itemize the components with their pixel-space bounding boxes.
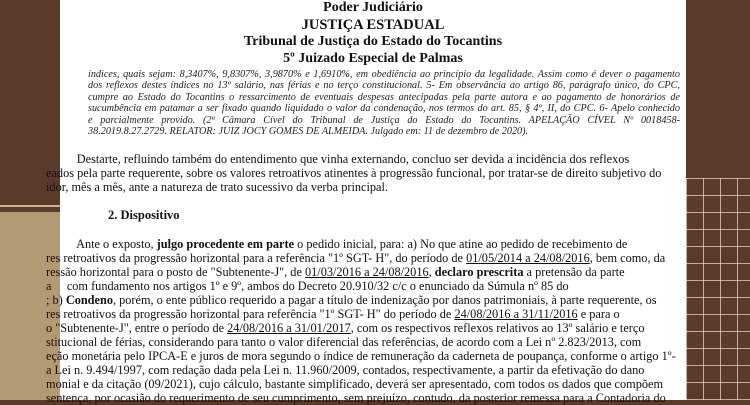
ruling-emphasis: declaro prescrita: [434, 265, 524, 279]
paragraph-line: sentença, por ocasião do requerimento de seu cumprimento, sem prejuízo, contudo, da posterior remessa para a Contadoria do: [46, 391, 666, 405]
court-header: [60, 0, 686, 67]
header-line-state-justice: JUSTIÇA ESTADUAL: [301, 17, 445, 33]
paragraph-line: stitucional de férias, considerando para tanto o valor diferencial das referências, de acordo com a Lei nº 2.823/2013, com: [46, 335, 642, 349]
date-range: 24/08/2016 a 31/11/2016: [454, 307, 578, 321]
background-grid-pattern: [686, 178, 750, 400]
quote-line: dos reflexos destes índices no 13º salário, nas férias e no terço constitucional. 5- Em observância ao artigo 86, parágrafo único, do CPC,: [88, 80, 680, 92]
quote-line: cumpre ao Estado do Tocantins o ressarcimento de eventuais despesas antecipadas pela parte autora e ao pagamento de honorários de: [88, 91, 680, 103]
header-line-judiciary: Poder Judiciário: [323, 0, 423, 15]
paragraph-line: res retroativos da progressão horizontal para a referência "1º SGT- H", do período de 01/05/2014 a 24/08/2016, bem como, da: [46, 251, 666, 265]
header-line-tribunal: Tribunal de Justiça do Estado do Tocantins: [243, 34, 503, 49]
quote-line: 38.2019.8.27.2729. RELATOR: JUIZ JOCY GOMES DE ALMEIDA. Julgado em: 11 de dezembro de 2020).: [88, 126, 529, 138]
dispositivo-paragraph: [46, 237, 686, 405]
paragraph-line: a com fundamento nos artigos 1º e 9º, ambos do Decreto 20.910/32 c/c o enunciado da Súmula nº 85 do: [46, 279, 569, 293]
date-range: 01/03/2016 a 24/08/2016: [304, 265, 429, 279]
paragraph-line: o "Subtenente-J", entre o período de 24/08/2016 a 31/01/2017, com os respectivos reflexos relativos ao 13º salário e terço: [46, 321, 645, 335]
date-range: 01/05/2014 a 24/08/2016: [466, 251, 590, 265]
paragraph-line: eção monetária pelo IPCA-E e juros de mora segundo o índice de remuneração da caderneta de poupança, conforme o artigo 1º-: [46, 349, 676, 363]
quote-line: e parcialmente provido. (2ª Câmara Cível do Tribunal de Justiça do Estado do Tocantins. APELAÇÃO CÍVEL Nº 0018458-: [88, 114, 680, 126]
paragraph-line: Ante o exposto, julgo procedente em parte o pedido inicial, para: a) No que atine ao pedido de recebimento de: [46, 237, 628, 251]
background-accent-line: [0, 205, 60, 207]
jurisprudence-quote: [88, 69, 680, 137]
header-line-court: 5º Juizado Especial de Palmas: [283, 51, 463, 66]
paragraph-line: a Lei n. 9.494/1997, com redação dada pela Lei n. 11.960/2009, contados, respectivamente, a partir da efetivação do dano: [46, 363, 645, 377]
quote-line: sucumbência em patamar a ser fixado quando liquidado o valor da condenação, nos termos do art. 85, § 4º, II, do CPC. 6- Apelo conhecido: [88, 103, 680, 115]
reasoning-paragraph: [46, 152, 686, 194]
paragraph-line: monial e da citação (09/2021), cujo cálculo, bastante simplificado, deverá ser apresentado, com todos os dados que compõem: [46, 377, 664, 391]
date-range: 24/08/2016 a 31/01/2017: [227, 321, 351, 335]
quote-line: índices, quais sejam: 8,3407%, 9,8307%, 3,9870% e 1,6910%, em obediência ao princípio da legalidade. Assim como é dever o pagamento: [88, 69, 680, 80]
section-heading: 2. Dispositivo: [108, 208, 180, 222]
paragraph-line: ressão horizontal para o posto de "Subtenente-J", de 01/03/2016 a 24/08/2016, declaro prescrita a pretensão da parte: [46, 265, 625, 279]
ruling-emphasis: Condeno: [65, 293, 113, 307]
paragraph-line: eados pela parte requerente, sobre os valores retroativos atinentes à progressão funcional, por tratar-se de direito subjetivo do: [46, 166, 662, 180]
paragraph-line: idor, mês a mês, ante a natureza de trato sucessivo da verba principal.: [46, 180, 388, 194]
paragraph-line: res retroativos da progressão horizontal para referência "1º SGT- H" do período de 24/08/2016 a 31/11/2016 e para o: [46, 307, 620, 321]
paragraph-line: Destarte, refluindo também do entendimento que vinha externando, concluo ser devida a incidência dos reflexos: [46, 152, 630, 166]
paragraph-line: ; b) Condeno, porém, o ente público requerido a pagar a título de indenização por danos patrimoniais, à parte requerente, os: [46, 293, 657, 307]
document-page: [46, 0, 686, 405]
ruling-emphasis: julgo procedente em parte: [156, 237, 295, 251]
